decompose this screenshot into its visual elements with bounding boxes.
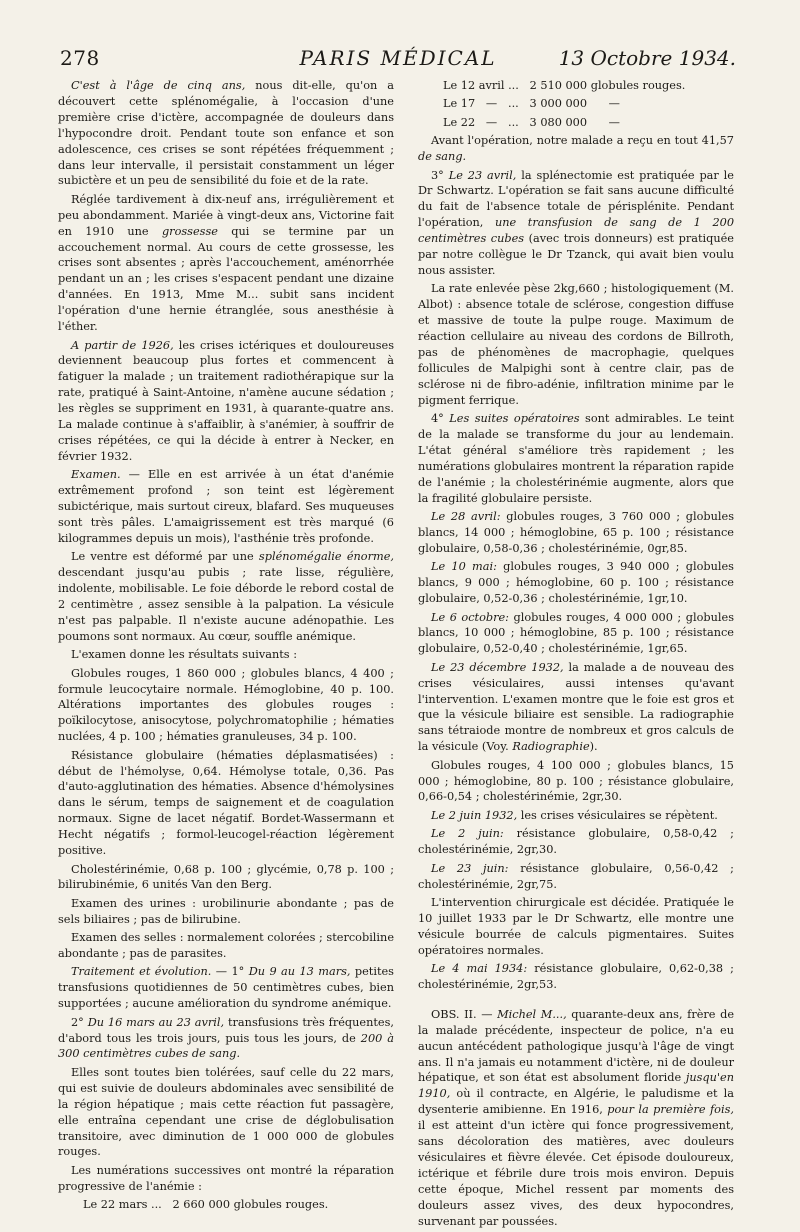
paragraph: Résistance globulaire (hématies déplasmatisées) : début de l'hémolyse, 0,64. Hémolyse totale, 0,36. Pas d'auto-agglutination des hématies. Absence d'hémolysines dans le sérum, temps de saignement et de coagulation normaux. Signe de lacet négatif. Bordet-Wassermann et Hecht négatifs ; formol-leucogel-réaction légèrement positive.	[58, 748, 394, 858]
paragraph: L'intervention chirurgicale est décidée. Pratiquée le 10 juillet 1933 par le Dr Schwartz, elle montre une vésicule bourrée de calculs pigmentaires. Suites opératoires normales.	[418, 895, 734, 957]
paragraph: Le 28 avril: globules rouges, 3 760 000 ; globules blancs, 14 000 ; hémoglobine, 65 p. 100 ; résistance globulaire, 0,58-0,36 ; cholestérinémie, 0gr,85.	[418, 510, 734, 555]
count-line: Le 17 — ... 3 000 000 —	[443, 97, 620, 111]
paragraph: Le 2 juin 1932, les crises vésiculaires se répètent.	[431, 808, 718, 822]
paragraph: Le 23 juin: résistance globulaire, 0,56-0,42 ; cholestérinémie, 2gr,75.	[418, 861, 734, 891]
paragraph: Avant l'opération, notre malade a reçu en tout 41,57 de sang.	[418, 134, 734, 164]
paragraph: 3° Le 23 avril, la splénectomie est pratiquée par le Dr Schwartz. L'opération se fait sans aucune difficulté du fait de l'absence totale de périsplénite. Pendant l'opération, une transfusion de sang de 1 200 centimètres cubes (avec trois donneurs) est pratiquée par notre collègue le Dr Tzanck, qui avait bien voulu nous assister.	[418, 168, 735, 277]
page-header	[60, 46, 736, 76]
paragraph: Globules rouges, 4 100 000 ; globules blancs, 15 000 ; hémoglobine, 80 p. 100 ; résistance globulaire, 0,66-0,54 ; cholestérinémie, 2gr,30.	[418, 758, 734, 804]
paragraph: Le 6 octobre: globules rouges, 4 000 000 ; globules blancs, 10 000 ; hémoglobine, 85 p. 100 ; résistance globulaire, 0,52-0,40 ; cholestérinémie, 1gr,65.	[418, 610, 734, 656]
paragraph: 2° Du 16 mars au 23 avril, transfusions très fréquentes, d'abord tous les trois jours, puis tous les jours, de 200 à 300 centimètres cubes de sang.	[58, 1015, 395, 1061]
paragraph: Cholestérinémie, 0,68 p. 100 ; glycémie, 0,78 p. 100 ; bilirubinémie, 6 unités Van den Berg.	[58, 862, 394, 892]
paragraph: OBS. II. — Michel M..., quarante-deux ans, frère de la malade précédente, inspecteur de police, n'a eu aucun antécédent pathologique jusqu'à l'âge de vingt ans. Il n'a jamais eu notamment d'ictère, ni de douleur hépatique, et son état est absolument floride jusqu'en 1910, où il contracte, en Algérie, le paludisme et la dysenterie amibienne. En 1916, pour la première fois, il est atteint d'un ictère qui fonce progressivement, sans décoloration des matières, avec douleurs vésiculaires et fièvre élevée. Cet épisode douloureux, ictérique et fébrile dure trois mois environ. Depuis cette époque, Michel ressent par moments des douleurs assez vives, des deux hypocondres, survenant par poussées.	[418, 1007, 735, 1228]
paragraph: Le 23 décembre 1932, la malade a de nouveau des crises vésiculaires, aussi intenses qu'avant l'intervention. L'examen montre que le foie est gros et que la vésicule biliaire est sensible. La radiographie sans tétraiode montre de nombreux et gros calculs de la vésicule (Voy. Radiographie).	[418, 660, 734, 754]
right-column	[418, 78, 734, 1232]
paragraph: Globules rouges, 1 860 000 ; globules blancs, 4 400 ; formule leucocytaire normale. Hémoglobine, 40 p. 100. Altérations importantes des globules rouges : poïkilocytose, anisocytose, polychromatophilie ; hématies nuclées, 4 p. 100 ; hématies granuleuses, 34 p. 100.	[58, 666, 394, 744]
paragraph: Examen. — Elle en est arrivée à un état d'anémie extrêmement profond ; son teint est légèrement subictérique, mais surtout cireux, blafard. Ses muqueuses sont très pâles. L'amaigrissement est très marqué (6 kilogrammes depuis un mois), l'asthénie très profonde.	[58, 468, 394, 545]
count-line: Le 12 avril ... 2 510 000 globules rouges.	[443, 79, 686, 92]
paragraph: A partir de 1926, les crises ictériques et douloureuses deviennent beaucoup plus fortes et commencent à fatiguer la malade ; un traitement radiothérapique sur la rate, pratiqué à Saint-Antoine, n'amène aucune sédation ; les règles se suppriment en 1931, à quarante-quatre ans. La malade continue à s'affaiblir, à s'anémier, à souffrir de crises répétées, ce qui la décide à entrer à Necker, en février 1932.	[58, 338, 394, 463]
paragraph: Le 10 mai: globules rouges, 3 940 000 ; globules blancs, 9 000 ; hémoglobine, 60 p. 100 ; résistance globulaire, 0,52-0,36 ; cholestérinémie, 1gr,10.	[418, 560, 734, 606]
paragraph: Le 4 mai 1934: résistance globulaire, 0,62-0,38 ; cholestérinémie, 2gr,53.	[418, 962, 734, 991]
paragraph: 4° Les suites opératoires sont admirables. Le teint de la malade se transforme du jour au lendemain. L'état général s'améliore très rapidement ; les numérations globulaires montrent la réparation rapide de l'anémie ; la cholestérinémie augmente, alors que la fragilité globulaire persiste.	[418, 412, 734, 505]
paragraph: La rate enlevée pèse 2kg,660 ; histologiquement (M. Albot) : absence totale de sclérose, congestion diffuse et massive de toute la pulpe rouge. Maximum de réaction cellulaire au niveau des cordons de Billroth, pas de phénomènes de macrophagie, quelques follicules de Malpighi sont à centre clair, pas de sclérose ni de fibro-adénie, infiltration minime par le pigment ferrique.	[418, 282, 734, 407]
paragraph: Examen des urines : urobilinurie abondante ; pas de sels biliaires ; pas de bilirubine.	[58, 896, 394, 926]
left-column	[58, 78, 394, 1216]
paragraph: Le 2 juin: résistance globulaire, 0,58-0,42 ; cholestérinémie, 2gr,30.	[418, 827, 734, 857]
paragraph: Réglée tardivement à dix-neuf ans, irrégulièrement et peu abondamment. Mariée à vingt-deux ans, Victorine fait en 1910 une grossesse qui se termine par un accouchement normal. Au cours de cette grossesse, les crises sont absentes ; après l'accouchement, aménorrhée pendant un an ; les crises s'espacent pendant une dizaine d'années. En 1913, Mme M... subit sans incident l'opération d'une hernie étranglée, sous anesthésie à l'éther.	[58, 192, 394, 334]
paragraph: Les numérations successives ont montré la réparation progressive de l'anémie :	[58, 1163, 394, 1193]
issue-date: 13 Octobre 1934.	[558, 46, 736, 70]
paragraph: C'est à l'âge de cinq ans, nous dit-elle, qu'on a découvert cette splénomégalie, à l'occasion d'une première crise d'ictère, accompagnée de douleurs dans l'hypocondre droit. Pendant toute son enfance et son adolescence, ces crises se sont répétées fréquemment ; dans leur intervalle, il persistait constamment un léger subictère et un peu de sensibilité du foie et de la rate.	[58, 79, 395, 188]
page-number: 278	[60, 46, 100, 70]
count-line: Le 22 mars ... 2 660 000 globules rouges.	[83, 1198, 329, 1212]
journal-title: PARIS MÉDICAL	[299, 46, 497, 70]
paragraph: L'examen donne les résultats suivants :	[71, 648, 297, 662]
paragraph: Elles sont toutes bien tolérées, sauf celle du 22 mars, qui est suivie de douleurs abdominales avec sensibilité de la région hépatique ; mais cette réaction fut passagère, elle entraîna cependant une crise de déglobulisation transitoire, avec diminution de 1 000 000 de globules rouges.	[58, 1065, 394, 1159]
paragraph: Le ventre est déformé par une splénomégalie énorme, descendant jusqu'au pubis ; rate lisse, régulière, indolente, mobilisable. Le foie déborde le rebord costal de 2 centimètre , assez sensible à la palpation. La vésicule n'est pas palpable. Il n'existe aucune adénopathie. Les poumons sont normaux. Au cœur, souffle anémique.	[58, 550, 394, 643]
paragraph: Traitement et évolution. — 1° Du 9 au 13 mars, petites transfusions quotidiennes de 50 centimètres cubes, bien supportées ; aucune amélioration du syndrome anémique.	[58, 965, 394, 1011]
paragraph: Examen des selles : normalement colorées ; stercobiline abondante ; pas de parasites.	[58, 931, 394, 961]
count-line: Le 22 — ... 3 080 000 —	[443, 115, 620, 129]
